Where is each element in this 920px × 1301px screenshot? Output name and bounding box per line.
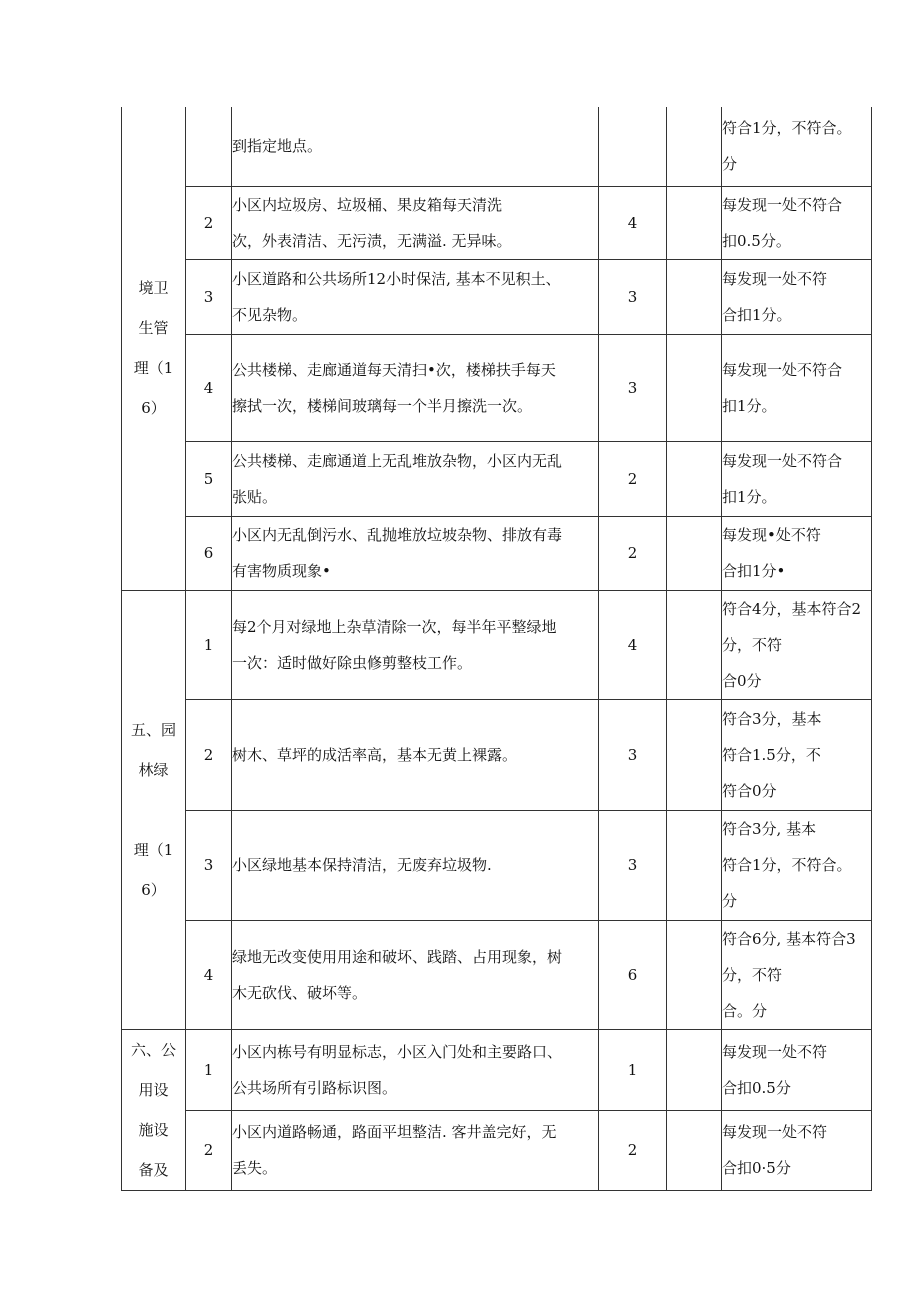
scoring-criteria: 每发现一处不符合 扣0.5分。 xyxy=(722,186,872,259)
blank-cell xyxy=(667,920,722,1029)
scoring-criteria: 每发现一处不符合 扣1分。 xyxy=(722,441,872,516)
scoring-criteria: 每发现一处不符 合扣0.5分 xyxy=(722,1029,872,1110)
evaluation-table xyxy=(121,107,872,1191)
item-number: 2 xyxy=(186,1110,232,1190)
item-score: 3 xyxy=(599,334,667,441)
table-row xyxy=(122,1029,872,1110)
table-row xyxy=(122,516,872,590)
scoring-criteria: 每发现一处不符 合扣0·5分 xyxy=(722,1110,872,1190)
blank-cell xyxy=(667,1029,722,1110)
scoring-criteria: 每发现一处不符 合扣1分。 xyxy=(722,259,872,334)
item-description: 每2个月对绿地上杂草清除一次，每半年平整绿地 一次：适时做好除虫修剪整枝工作。 xyxy=(232,590,599,699)
scoring-criteria: 符合3分, 基本 符合1分，不符合。 分 xyxy=(722,810,872,920)
item-description: 小区内栋号有明显标志，小区入门处和主要路口、 公共场所有引路标识图。 xyxy=(232,1029,599,1110)
item-score: 4 xyxy=(599,590,667,699)
category-landscaping: 五、园 林绿 理（1 6） xyxy=(122,590,186,1029)
scoring-criteria: 符合6分, 基本符合3 分，不符 合。分 xyxy=(722,920,872,1029)
scoring-criteria: 每发现一处不符合 扣1分。 xyxy=(722,334,872,441)
table-row xyxy=(122,810,872,920)
item-description: 公共楼梯、走廊通道每天清扫•次，楼梯扶手每天 擦拭一次，楼梯间玻璃每一个半月擦洗一次。 xyxy=(232,334,599,441)
item-score: 2 xyxy=(599,441,667,516)
item-number: 4 xyxy=(186,920,232,1029)
blank-cell xyxy=(667,186,722,259)
item-score: 4 xyxy=(599,186,667,259)
item-description: 小区绿地基本保持清洁，无废弃垃圾物. xyxy=(232,810,599,920)
category-env-sanitation: 境卫 生管 理（1 6） xyxy=(122,107,186,590)
table-row xyxy=(122,107,872,186)
item-number: 2 xyxy=(186,186,232,259)
item-number: 3 xyxy=(186,259,232,334)
item-number: 1 xyxy=(186,1029,232,1110)
item-score: 3 xyxy=(599,810,667,920)
category-public-facilities: 六、公 用设 施设 备及 xyxy=(122,1029,186,1190)
item-number: 2 xyxy=(186,699,232,810)
blank-cell xyxy=(667,590,722,699)
scoring-criteria: 符合3分，基本 符合1.5分，不 符合0分 xyxy=(722,699,872,810)
item-score: 3 xyxy=(599,699,667,810)
table-row xyxy=(122,699,872,810)
item-description: 到指定地点。 xyxy=(232,107,599,186)
blank-cell xyxy=(667,259,722,334)
item-description: 树木、草坪的成活率高，基本无黄上裸露。 xyxy=(232,699,599,810)
item-number: 4 xyxy=(186,334,232,441)
item-description: 小区内道路畅通，路面平坦整洁. 客井盖完好，无 丢失。 xyxy=(232,1110,599,1190)
item-description: 小区道路和公共场所12小时保洁, 基本不见积土、 不见杂物。 xyxy=(232,259,599,334)
item-score xyxy=(599,107,667,186)
item-number: 5 xyxy=(186,441,232,516)
item-score: 3 xyxy=(599,259,667,334)
table-row xyxy=(122,920,872,1029)
table-row xyxy=(122,441,872,516)
blank-cell xyxy=(667,810,722,920)
item-score: 2 xyxy=(599,1110,667,1190)
table-row xyxy=(122,259,872,334)
table-row xyxy=(122,590,872,699)
item-description: 公共楼梯、走廊通道上无乱堆放杂物，小区内无乱 张贴。 xyxy=(232,441,599,516)
table-row xyxy=(122,186,872,259)
blank-cell xyxy=(667,699,722,810)
blank-cell xyxy=(667,107,722,186)
item-number: 1 xyxy=(186,590,232,699)
table-row xyxy=(122,334,872,441)
blank-cell xyxy=(667,1110,722,1190)
item-score: 1 xyxy=(599,1029,667,1110)
scoring-criteria: 每发现•处不符 合扣1分• xyxy=(722,516,872,590)
item-description: 绿地无改变使用用途和破坏、践踏、占用现象，树 木无砍伐、破坏等。 xyxy=(232,920,599,1029)
item-number xyxy=(186,107,232,186)
item-score: 2 xyxy=(599,516,667,590)
blank-cell xyxy=(667,441,722,516)
item-number: 6 xyxy=(186,516,232,590)
scoring-criteria: 符合1分，不符合。 分 xyxy=(722,107,872,186)
table-row xyxy=(122,1110,872,1190)
blank-cell xyxy=(667,334,722,441)
item-description: 小区内无乱倒污水、乱抛堆放垃坡杂物、排放有毒 有害物质现象• xyxy=(232,516,599,590)
item-description: 小区内垃圾房、垃圾桶、果皮箱每天清洗 次，外表清洁、无污渍，无满溢. 无异味。 xyxy=(232,186,599,259)
item-score: 6 xyxy=(599,920,667,1029)
item-number: 3 xyxy=(186,810,232,920)
scoring-criteria: 符合4分，基本符合2 分，不符 合0分 xyxy=(722,590,872,699)
blank-cell xyxy=(667,516,722,590)
